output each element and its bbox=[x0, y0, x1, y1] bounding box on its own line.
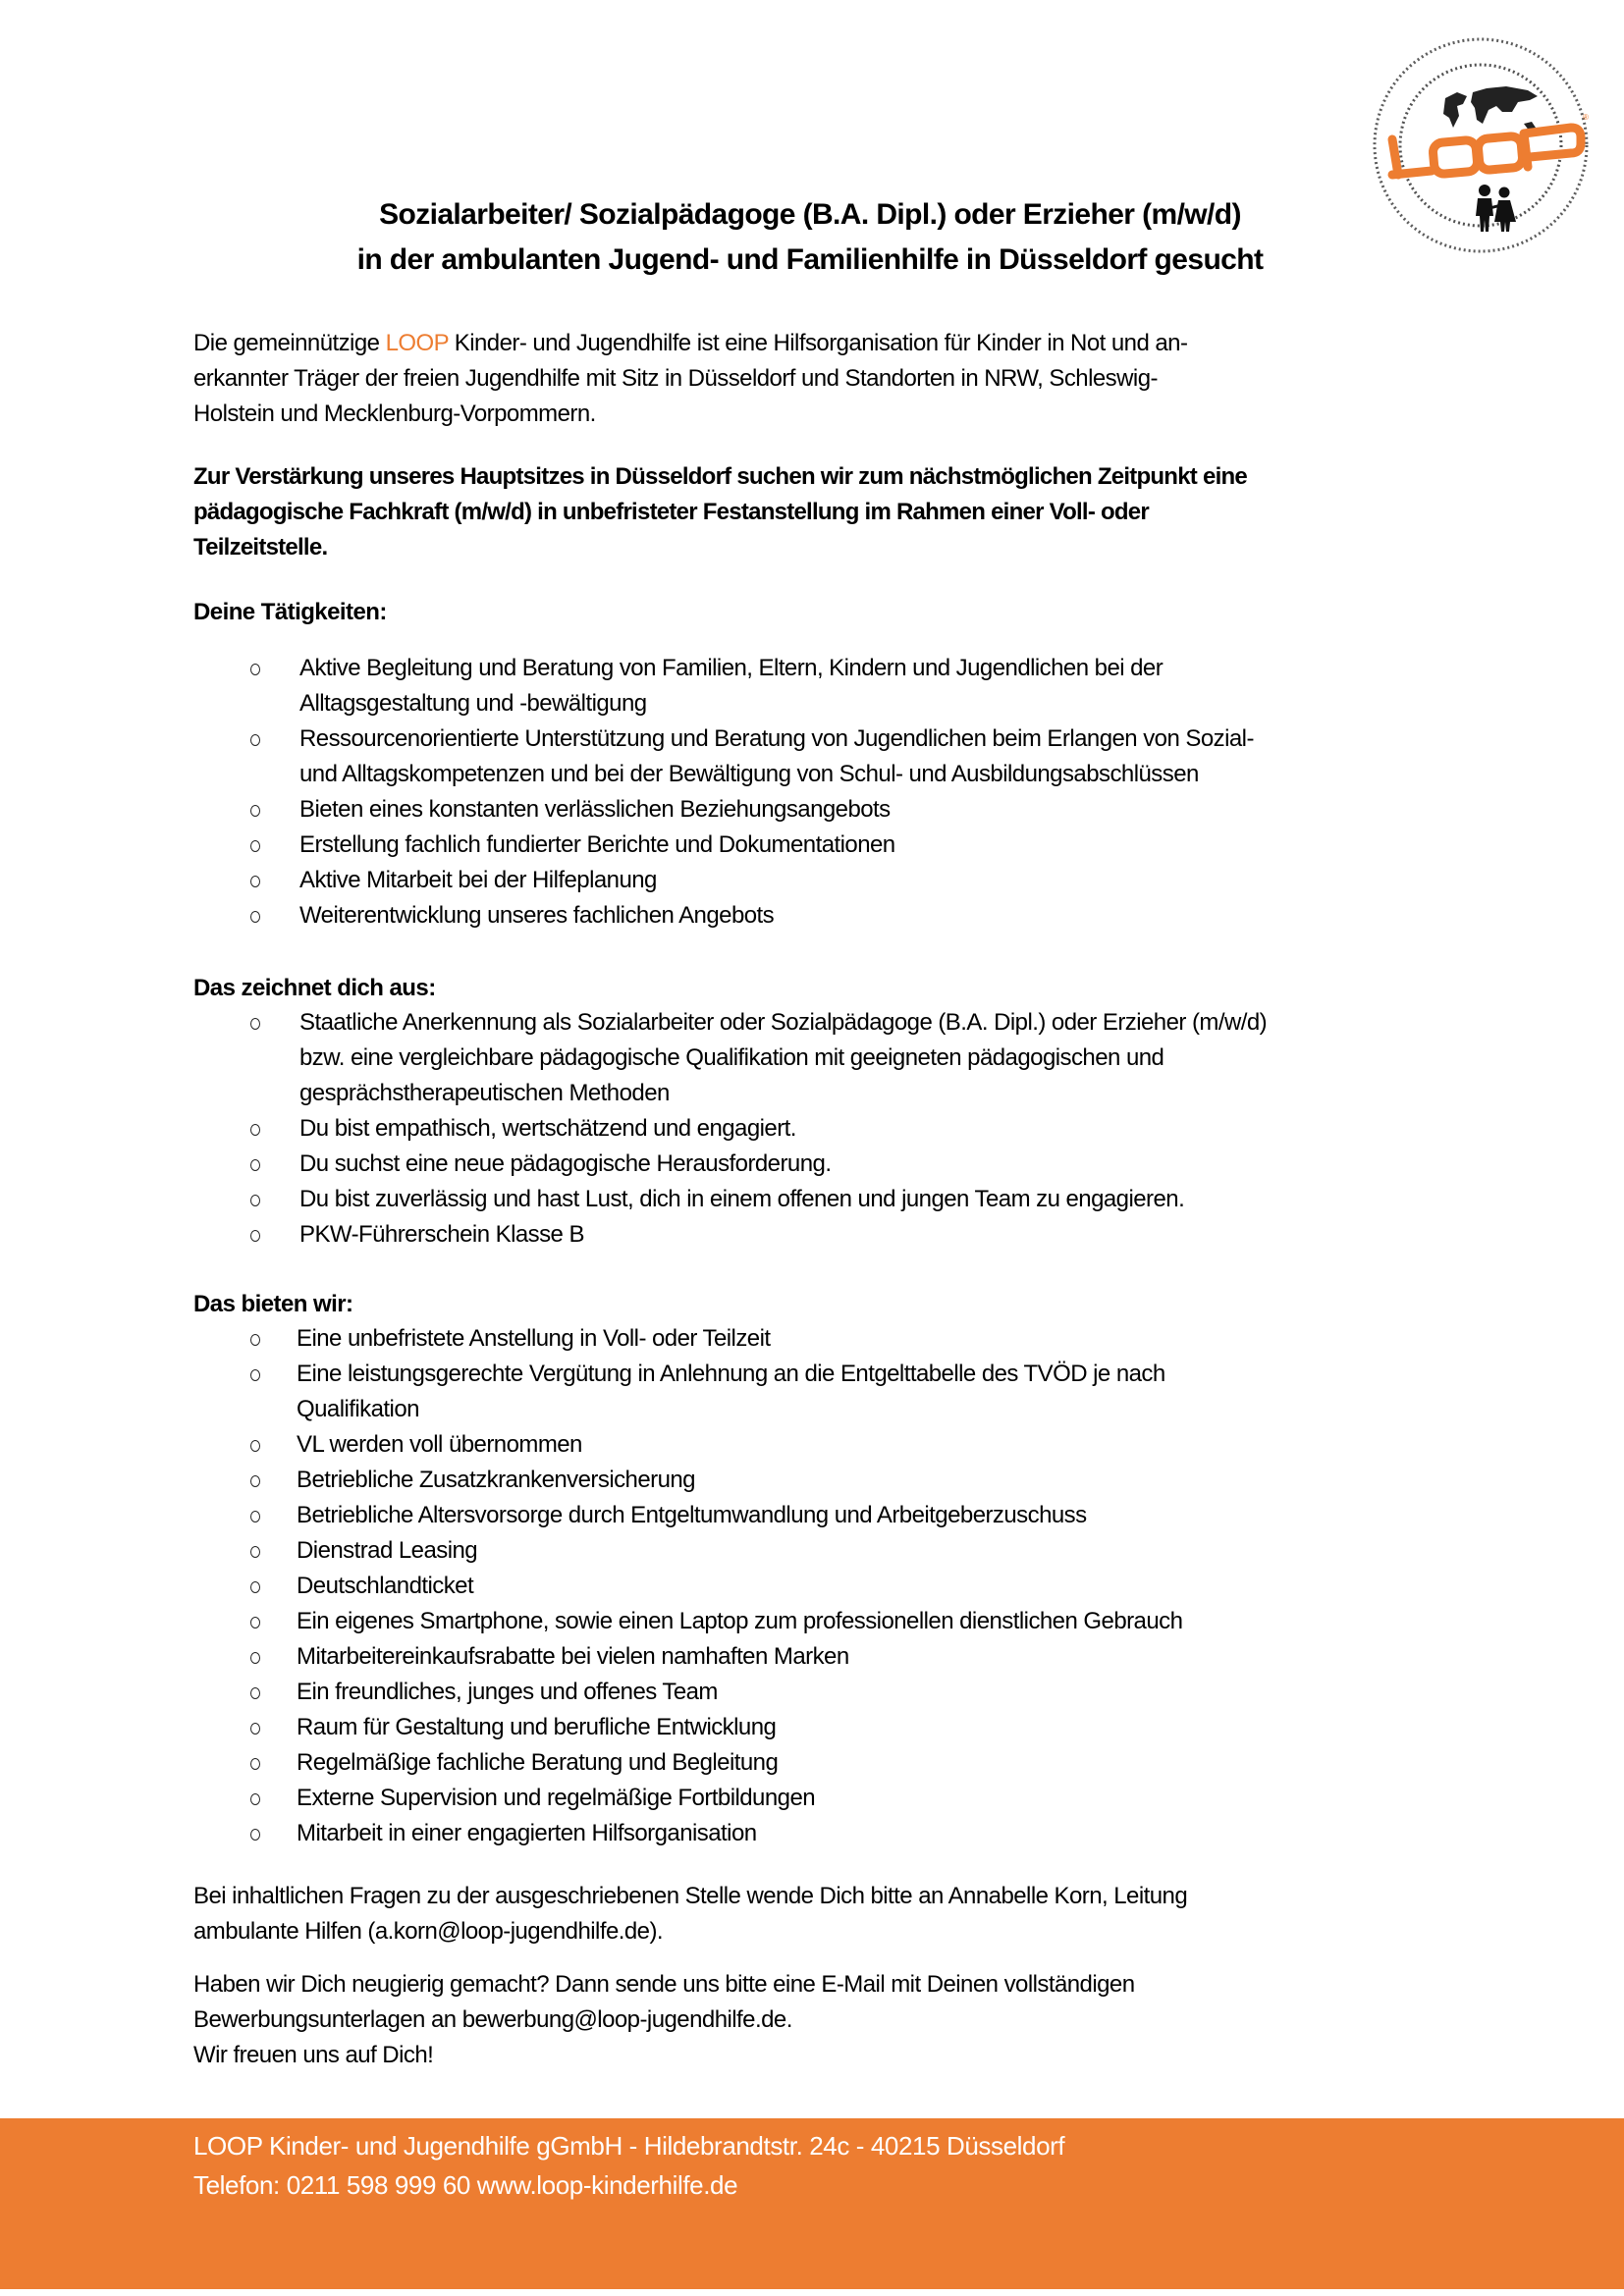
list-item bbox=[193, 1710, 1431, 1745]
list-item-text: Du bist empathisch, wertschätzend und engagiert. bbox=[299, 1115, 796, 1142]
brand-name: LOOP bbox=[385, 330, 449, 356]
list-item bbox=[193, 1182, 1431, 1217]
list-item-text: Weiterentwicklung unseres fachlichen Angebots bbox=[299, 902, 775, 929]
circle-bullet-icon bbox=[250, 1334, 260, 1346]
section-heading-taetigkeiten: Deine Tätigkeiten: bbox=[193, 599, 387, 625]
list-item bbox=[193, 651, 1431, 721]
angebot-list bbox=[193, 1321, 1431, 1851]
list-item bbox=[193, 1005, 1431, 1111]
list-item bbox=[193, 1816, 1431, 1851]
list-item-text: Du suchst eine neue pädagogische Herausforderung. bbox=[299, 1150, 832, 1177]
list-item-text: bzw. eine vergleichbare pädagogische Qualifikation mit geeigneten pädagogischen und bbox=[299, 1044, 1164, 1071]
title-line-1: Sozialarbeiter/ Sozialpädagoge (B.A. Dipl.) oder Erzieher (m/w/d) bbox=[379, 198, 1241, 231]
circle-bullet-icon bbox=[250, 1124, 260, 1136]
circle-bullet-icon bbox=[250, 1758, 260, 1770]
list-item bbox=[193, 1569, 1431, 1604]
list-item-text: Aktive Begleitung und Beratung von Familien, Eltern, Kindern und Jugendlichen bei der bbox=[299, 655, 1164, 681]
list-item-text: Externe Supervision und regelmäßige Fortbildungen bbox=[297, 1785, 816, 1811]
footer-website-link[interactable]: www.loop-kinderhilfe.de bbox=[476, 2170, 738, 2200]
circle-bullet-icon bbox=[250, 1652, 260, 1664]
list-item-text: Ressourcenorientierte Unterstützung und Beratung von Jugendlichen beim Erlangen von Sozial- bbox=[299, 725, 1254, 752]
circle-bullet-icon bbox=[250, 664, 260, 675]
list-item bbox=[193, 1675, 1431, 1710]
list-item bbox=[193, 1111, 1431, 1147]
apply-paragraph: Haben wir Dich neugierig gemacht? Dann sende uns bitte eine E-Mail mit Deinen vollständigen Bewerbungsunterlagen an bewerbung@loop-jugendhilfe.de. Wir freuen uns auf Dich! bbox=[193, 1971, 1135, 2068]
list-item-text: Qualifikation bbox=[297, 1396, 419, 1422]
list-item-text: Eine unbefristete Anstellung in Voll- oder Teilzeit bbox=[297, 1325, 771, 1352]
list-item bbox=[193, 898, 1431, 934]
circle-bullet-icon bbox=[250, 1793, 260, 1805]
circle-bullet-icon bbox=[250, 1511, 260, 1522]
list-item bbox=[193, 1321, 1431, 1357]
contact-email-link[interactable]: a.korn@loop-jugendhilfe.de bbox=[374, 1918, 650, 1945]
list-item bbox=[193, 721, 1431, 792]
list-item bbox=[193, 828, 1431, 863]
circle-bullet-icon bbox=[250, 911, 260, 923]
page-title bbox=[196, 192, 1424, 283]
taetigkeiten-list bbox=[193, 651, 1431, 934]
circle-bullet-icon bbox=[250, 1440, 260, 1452]
list-item-text: Alltagsgestaltung und -bewältigung bbox=[299, 690, 647, 717]
list-item bbox=[193, 1745, 1431, 1781]
list-item bbox=[193, 1217, 1431, 1253]
list-item bbox=[193, 1604, 1431, 1639]
list-item-text: Ein eigenes Smartphone, sowie einen Laptop zum professionellen dienstlichen Gebrauch bbox=[297, 1608, 1183, 1634]
contact-paragraph: Bei inhaltlichen Fragen zu der ausgeschriebenen Stelle wende Dich bitte an Annabelle Korn, Leitung ambulante Hilfen (a.korn@loop-jugendhilfe.de). bbox=[193, 1883, 1188, 1945]
circle-bullet-icon bbox=[250, 1687, 260, 1699]
circle-bullet-icon bbox=[250, 1475, 260, 1487]
circle-bullet-icon bbox=[250, 1829, 260, 1841]
list-item-text: Dienstrad Leasing bbox=[297, 1537, 478, 1564]
circle-bullet-icon bbox=[250, 1581, 260, 1593]
list-item-text: Betriebliche Zusatzkrankenversicherung bbox=[297, 1467, 695, 1493]
list-item bbox=[193, 1781, 1431, 1816]
list-item bbox=[193, 1427, 1431, 1463]
highlight-paragraph: Zur Verstärkung unseres Hauptsitzes in Düsseldorf suchen wir zum nächstmöglichen Zeitpunkt eine pädagogische Fachkraft (m/w/d) in unbefristeter Festanstellung im Rahmen einer Voll- oder Teilzeitstelle. bbox=[193, 463, 1247, 561]
list-item-text: Erstellung fachlich fundierter Berichte und Dokumentationen bbox=[299, 831, 895, 858]
list-item-text: gesprächstherapeutischen Methoden bbox=[299, 1080, 670, 1106]
list-item-text: Staatliche Anerkennung als Sozialarbeiter oder Sozialpädagoge (B.A. Dipl.) oder Erzieher (m/w/d) bbox=[299, 1009, 1268, 1036]
application-email-link[interactable]: bewerbung@loop-jugendhilfe.de bbox=[461, 2006, 786, 2033]
list-item-text: Deutschlandticket bbox=[297, 1573, 474, 1599]
list-item-text: Raum für Gestaltung und berufliche Entwicklung bbox=[297, 1714, 777, 1740]
circle-bullet-icon bbox=[250, 1195, 260, 1206]
title-line-2: in der ambulanten Jugend- und Familienhilfe in Düsseldorf gesucht bbox=[356, 243, 1264, 276]
section-heading-profil: Das zeichnet dich aus: bbox=[193, 975, 436, 1001]
list-item bbox=[193, 1533, 1431, 1569]
list-item-text: Mitarbeitereinkaufsrabatte bei vielen namhaften Marken bbox=[297, 1643, 849, 1670]
list-item bbox=[193, 863, 1431, 898]
footer-phone[interactable]: 0211 598 999 60 bbox=[286, 2170, 470, 2200]
list-item-text: Betriebliche Altersvorsorge durch Entgeltumwandlung und Arbeitgeberzuschuss bbox=[297, 1502, 1087, 1528]
circle-bullet-icon bbox=[250, 840, 260, 852]
circle-bullet-icon bbox=[250, 1546, 260, 1558]
profil-list bbox=[193, 1005, 1431, 1253]
section-heading-angebot: Das bieten wir: bbox=[193, 1291, 353, 1317]
circle-bullet-icon bbox=[250, 876, 260, 887]
list-item-text: PKW-Führerschein Klasse B bbox=[299, 1221, 584, 1248]
circle-bullet-icon bbox=[250, 734, 260, 746]
list-item bbox=[193, 1463, 1431, 1498]
list-item-text: Ein freundliches, junges und offenes Team bbox=[297, 1679, 718, 1705]
list-item-text: Mitarbeit in einer engagierten Hilfsorganisation bbox=[297, 1820, 757, 1846]
footer-contact: Telefon: 0211 598 999 60 www.loop-kinderhilfe.de bbox=[193, 2170, 738, 2200]
list-item bbox=[193, 1147, 1431, 1182]
intro-paragraph: Die gemeinnützige LOOP Kinder- und Jugendhilfe ist eine Hilfsorganisation für Kinder in Not und an- erkannter Träger der freien Jugendhilfe mit Sitz in Düsseldorf und Standorten in NRW, Schleswig- Holstein und Mecklenburg-Vorpommern. bbox=[193, 330, 1188, 427]
list-item-text: und Alltagskompetenzen und bei der Bewältigung von Schul- und Ausbildungsabschlüssen bbox=[299, 761, 1199, 787]
circle-bullet-icon bbox=[250, 1617, 260, 1629]
list-item-text: Eine leistungsgerechte Vergütung in Anlehnung an die Entgelttabelle des TVÖD je nach bbox=[297, 1361, 1165, 1387]
list-item bbox=[193, 1498, 1431, 1533]
list-item-text: Aktive Mitarbeit bei der Hilfeplanung bbox=[299, 867, 657, 893]
list-item bbox=[193, 792, 1431, 828]
circle-bullet-icon bbox=[250, 1230, 260, 1242]
circle-bullet-icon bbox=[250, 1369, 260, 1381]
circle-bullet-icon bbox=[250, 805, 260, 817]
list-item-text: Du bist zuverlässig und hast Lust, dich in einem offenen und jungen Team zu engagieren. bbox=[299, 1186, 1185, 1212]
footer-address: LOOP Kinder- und Jugendhilfe gGmbH - Hildebrandtstr. 24c - 40215 Düsseldorf bbox=[193, 2131, 1065, 2161]
list-item-text: Regelmäßige fachliche Beratung und Begleitung bbox=[297, 1749, 779, 1776]
list-item bbox=[193, 1639, 1431, 1675]
list-item bbox=[193, 1357, 1431, 1427]
footer-bar bbox=[0, 2118, 1624, 2289]
svg-text:®: ® bbox=[1583, 113, 1589, 122]
circle-bullet-icon bbox=[250, 1723, 260, 1735]
circle-bullet-icon bbox=[250, 1159, 260, 1171]
circle-bullet-icon bbox=[250, 1018, 260, 1030]
list-item-text: Bieten eines konstanten verlässlichen Beziehungsangebots bbox=[299, 796, 891, 823]
list-item-text: VL werden voll übernommen bbox=[297, 1431, 582, 1458]
